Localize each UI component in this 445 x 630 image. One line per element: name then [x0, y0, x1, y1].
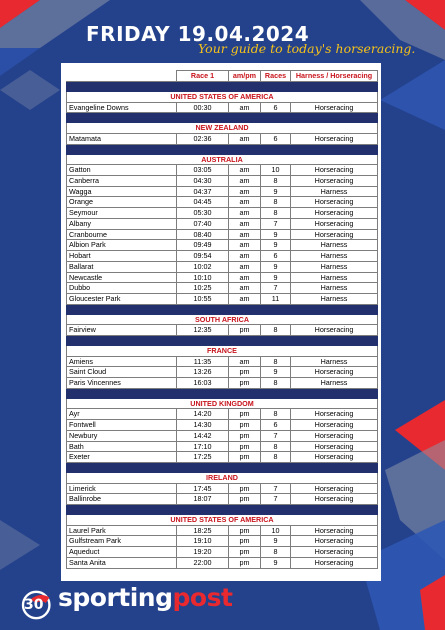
- section-divider-band: [67, 82, 378, 92]
- races-count-cell: 6: [261, 133, 291, 144]
- race1-time-cell: 04:30: [177, 175, 229, 186]
- table-row: [67, 494, 378, 505]
- venue-cell: Ballarat: [67, 261, 177, 272]
- table-row: [67, 441, 378, 452]
- race-type-cell: Horseracing: [291, 208, 378, 219]
- ampm-cell: am: [229, 251, 261, 262]
- race1-time-cell: 18:25: [177, 525, 229, 536]
- race1-time-cell: 09:54: [177, 251, 229, 262]
- races-count-cell: 8: [261, 441, 291, 452]
- races-count-cell: 8: [261, 197, 291, 208]
- table-row: [67, 240, 378, 251]
- section-divider: [67, 82, 378, 92]
- table-row: [67, 420, 378, 431]
- venue-cell: Newcastle: [67, 272, 177, 283]
- race-type-cell: Horseracing: [291, 197, 378, 208]
- races-count-cell: 9: [261, 186, 291, 197]
- ampm-cell: pm: [229, 367, 261, 378]
- race-type-cell: Horseracing: [291, 483, 378, 494]
- race-type-cell: Horseracing: [291, 133, 378, 144]
- venue-cell: Wagga: [67, 186, 177, 197]
- venue-cell: Dubbo: [67, 283, 177, 294]
- race-type-cell: Horseracing: [291, 525, 378, 536]
- ampm-cell: pm: [229, 452, 261, 463]
- ampm-cell: am: [229, 197, 261, 208]
- race-type-cell: Harness: [291, 283, 378, 294]
- venue-cell: Ballinrobe: [67, 494, 177, 505]
- race-type-cell: Horseracing: [291, 367, 378, 378]
- venue-cell: Paris Vincennes: [67, 378, 177, 389]
- race-schedule-table: [66, 70, 378, 569]
- table-row: [67, 325, 378, 336]
- table-row: [67, 557, 378, 568]
- ampm-cell: pm: [229, 409, 261, 420]
- venue-cell: Santa Anita: [67, 557, 177, 568]
- races-count-cell: 10: [261, 525, 291, 536]
- races-count-cell: 6: [261, 420, 291, 431]
- race-type-cell: Horseracing: [291, 175, 378, 186]
- table-row: [67, 378, 378, 389]
- table-row: [67, 186, 378, 197]
- country-row: [67, 123, 378, 134]
- header-type: Harness / Horseracing: [291, 71, 378, 82]
- ampm-cell: pm: [229, 547, 261, 558]
- venue-cell: Fairview: [67, 325, 177, 336]
- section-divider-band: [67, 388, 378, 398]
- table-row: [67, 452, 378, 463]
- races-count-cell: 8: [261, 409, 291, 420]
- race1-time-cell: 17:45: [177, 483, 229, 494]
- venue-cell: Laurel Park: [67, 525, 177, 536]
- ampm-cell: am: [229, 133, 261, 144]
- country-name: AUSTRALIA: [67, 154, 378, 165]
- section-divider: [67, 505, 378, 515]
- ampm-cell: am: [229, 229, 261, 240]
- races-count-cell: 6: [261, 251, 291, 262]
- table-row: [67, 356, 378, 367]
- race1-time-cell: 10:02: [177, 261, 229, 272]
- race-type-cell: Harness: [291, 294, 378, 305]
- page-subtitle: Your guide to today's horseracing.: [198, 41, 416, 56]
- table-row: [67, 367, 378, 378]
- section-divider-band: [67, 304, 378, 314]
- country-name: SOUTH AFRICA: [67, 314, 378, 325]
- races-count-cell: 7: [261, 283, 291, 294]
- table-row: [67, 536, 378, 547]
- race1-time-cell: 10:25: [177, 283, 229, 294]
- venue-cell: Orange: [67, 197, 177, 208]
- venue-cell: Aqueduct: [67, 547, 177, 558]
- race-type-cell: Horseracing: [291, 229, 378, 240]
- section-divider-band: [67, 144, 378, 154]
- country-name: UNITED STATES OF AMERICA: [67, 92, 378, 103]
- race-type-cell: Horseracing: [291, 325, 378, 336]
- ampm-cell: pm: [229, 536, 261, 547]
- country-row: [67, 92, 378, 103]
- header-race1: Race 1: [177, 71, 229, 82]
- race1-time-cell: 14:30: [177, 420, 229, 431]
- race1-time-cell: 09:49: [177, 240, 229, 251]
- race-type-cell: Horseracing: [291, 165, 378, 176]
- races-count-cell: 11: [261, 294, 291, 305]
- races-count-cell: 8: [261, 208, 291, 219]
- country-row: [67, 154, 378, 165]
- logo-wordmark: [58, 583, 232, 612]
- race-type-cell: Harness: [291, 251, 378, 262]
- venue-cell: Canberra: [67, 175, 177, 186]
- race1-time-cell: 08:40: [177, 229, 229, 240]
- table-body: [67, 82, 378, 569]
- race1-time-cell: 14:42: [177, 430, 229, 441]
- race-type-cell: Horseracing: [291, 494, 378, 505]
- races-count-cell: 8: [261, 547, 291, 558]
- race1-time-cell: 11:35: [177, 356, 229, 367]
- races-count-cell: 9: [261, 272, 291, 283]
- venue-cell: Gulfstream Park: [67, 536, 177, 547]
- race-type-cell: Horseracing: [291, 102, 378, 113]
- section-divider: [67, 144, 378, 154]
- venue-cell: Evangeline Downs: [67, 102, 177, 113]
- venue-cell: Hobart: [67, 251, 177, 262]
- race-type-cell: Horseracing: [291, 218, 378, 229]
- race1-time-cell: 13:26: [177, 367, 229, 378]
- races-count-cell: 8: [261, 356, 291, 367]
- ampm-cell: am: [229, 175, 261, 186]
- race1-time-cell: 17:10: [177, 441, 229, 452]
- venue-cell: Matamata: [67, 133, 177, 144]
- race1-time-cell: 14:20: [177, 409, 229, 420]
- venue-cell: Albany: [67, 218, 177, 229]
- race1-time-cell: 22:00: [177, 557, 229, 568]
- country-name: UNITED STATES OF AMERICA: [67, 515, 378, 526]
- table-row: [67, 197, 378, 208]
- races-count-cell: 9: [261, 557, 291, 568]
- ampm-cell: am: [229, 186, 261, 197]
- country-row: [67, 398, 378, 409]
- country-row: [67, 473, 378, 484]
- races-count-cell: 9: [261, 229, 291, 240]
- ampm-cell: pm: [229, 494, 261, 505]
- race-type-cell: Horseracing: [291, 420, 378, 431]
- table-row: [67, 294, 378, 305]
- country-row: [67, 314, 378, 325]
- logo-number: 30: [24, 597, 44, 613]
- table-row: [67, 133, 378, 144]
- ampm-cell: am: [229, 356, 261, 367]
- race1-time-cell: 10:10: [177, 272, 229, 283]
- venue-cell: Amiens: [67, 356, 177, 367]
- race-type-cell: Horseracing: [291, 452, 378, 463]
- header-races: Races: [261, 71, 291, 82]
- header-ampm: am/pm: [229, 71, 261, 82]
- section-divider: [67, 304, 378, 314]
- races-count-cell: 8: [261, 175, 291, 186]
- ampm-cell: pm: [229, 420, 261, 431]
- venue-cell: Fontwell: [67, 420, 177, 431]
- country-name: FRANCE: [67, 346, 378, 357]
- ampm-cell: am: [229, 165, 261, 176]
- country-row: [67, 515, 378, 526]
- venue-cell: Exeter: [67, 452, 177, 463]
- ampm-cell: am: [229, 294, 261, 305]
- section-divider-band: [67, 336, 378, 346]
- ampm-cell: am: [229, 218, 261, 229]
- race1-time-cell: 04:37: [177, 186, 229, 197]
- venue-cell: Seymour: [67, 208, 177, 219]
- ampm-cell: am: [229, 102, 261, 113]
- venue-cell: Bath: [67, 441, 177, 452]
- races-count-cell: 6: [261, 102, 291, 113]
- race1-time-cell: 17:25: [177, 452, 229, 463]
- venue-cell: Saint Cloud: [67, 367, 177, 378]
- venue-cell: Ayr: [67, 409, 177, 420]
- races-count-cell: 10: [261, 165, 291, 176]
- table-row: [67, 547, 378, 558]
- races-count-cell: 8: [261, 378, 291, 389]
- table-row: [67, 261, 378, 272]
- section-divider: [67, 113, 378, 123]
- venue-cell: Albion Park: [67, 240, 177, 251]
- ampm-cell: am: [229, 261, 261, 272]
- logo-word-sporting: sporting: [58, 583, 173, 612]
- table-row: [67, 165, 378, 176]
- races-count-cell: 9: [261, 240, 291, 251]
- race1-time-cell: 05:30: [177, 208, 229, 219]
- race1-time-cell: 07:40: [177, 218, 229, 229]
- table-row: [67, 102, 378, 113]
- country-name: NEW ZEALAND: [67, 123, 378, 134]
- table-row: [67, 283, 378, 294]
- ampm-cell: pm: [229, 557, 261, 568]
- page-title: FRIDAY 19.04.2024: [86, 22, 310, 46]
- venue-cell: Newbury: [67, 430, 177, 441]
- ampm-cell: am: [229, 283, 261, 294]
- ampm-cell: pm: [229, 378, 261, 389]
- race1-time-cell: 10:55: [177, 294, 229, 305]
- race-type-cell: Harness: [291, 378, 378, 389]
- races-count-cell: 9: [261, 261, 291, 272]
- logo-word-post: post: [172, 583, 233, 612]
- table-row: [67, 229, 378, 240]
- race-type-cell: Horseracing: [291, 547, 378, 558]
- race1-time-cell: 04:45: [177, 197, 229, 208]
- race-type-cell: Horseracing: [291, 557, 378, 568]
- section-divider: [67, 388, 378, 398]
- race-type-cell: Horseracing: [291, 536, 378, 547]
- section-divider-band: [67, 463, 378, 473]
- section-divider-band: [67, 113, 378, 123]
- table-row: [67, 525, 378, 536]
- table-row: [67, 483, 378, 494]
- section-divider-band: [67, 505, 378, 515]
- races-count-cell: 7: [261, 494, 291, 505]
- venue-cell: Gatton: [67, 165, 177, 176]
- table-row: [67, 409, 378, 420]
- race1-time-cell: 19:20: [177, 547, 229, 558]
- table-header-row: [67, 71, 378, 82]
- ampm-cell: pm: [229, 441, 261, 452]
- ampm-cell: am: [229, 208, 261, 219]
- races-count-cell: 7: [261, 430, 291, 441]
- section-divider: [67, 336, 378, 346]
- ampm-cell: pm: [229, 430, 261, 441]
- race1-time-cell: 12:35: [177, 325, 229, 336]
- race-type-cell: Horseracing: [291, 430, 378, 441]
- ampm-cell: am: [229, 272, 261, 283]
- race-type-cell: Horseracing: [291, 409, 378, 420]
- races-count-cell: 8: [261, 325, 291, 336]
- race-type-cell: Harness: [291, 356, 378, 367]
- schedule-sheet: [61, 63, 381, 581]
- country-row: [67, 346, 378, 357]
- race-type-cell: Harness: [291, 186, 378, 197]
- table-row: [67, 175, 378, 186]
- country-name: IRELAND: [67, 473, 378, 484]
- race1-time-cell: 03:05: [177, 165, 229, 176]
- table-row: [67, 272, 378, 283]
- venue-cell: Limerick: [67, 483, 177, 494]
- venue-cell: Cranbourne: [67, 229, 177, 240]
- section-divider: [67, 463, 378, 473]
- venue-cell: Gloucester Park: [67, 294, 177, 305]
- race1-time-cell: 18:07: [177, 494, 229, 505]
- races-count-cell: 7: [261, 483, 291, 494]
- races-count-cell: 7: [261, 218, 291, 229]
- race1-time-cell: 16:03: [177, 378, 229, 389]
- race-type-cell: Harness: [291, 240, 378, 251]
- ampm-cell: pm: [229, 325, 261, 336]
- race-type-cell: Harness: [291, 272, 378, 283]
- ampm-cell: am: [229, 240, 261, 251]
- race1-time-cell: 19:10: [177, 536, 229, 547]
- races-count-cell: 8: [261, 452, 291, 463]
- header-venue-blank: [67, 71, 177, 82]
- race1-time-cell: 02:36: [177, 133, 229, 144]
- race-type-cell: Harness: [291, 261, 378, 272]
- races-count-cell: 9: [261, 367, 291, 378]
- table-row: [67, 430, 378, 441]
- ampm-cell: pm: [229, 483, 261, 494]
- ampm-cell: pm: [229, 525, 261, 536]
- race1-time-cell: 00:30: [177, 102, 229, 113]
- races-count-cell: 9: [261, 536, 291, 547]
- table-row: [67, 251, 378, 262]
- table-row: [67, 208, 378, 219]
- table-row: [67, 218, 378, 229]
- race-type-cell: Horseracing: [291, 441, 378, 452]
- country-name: UNITED KINGDOM: [67, 398, 378, 409]
